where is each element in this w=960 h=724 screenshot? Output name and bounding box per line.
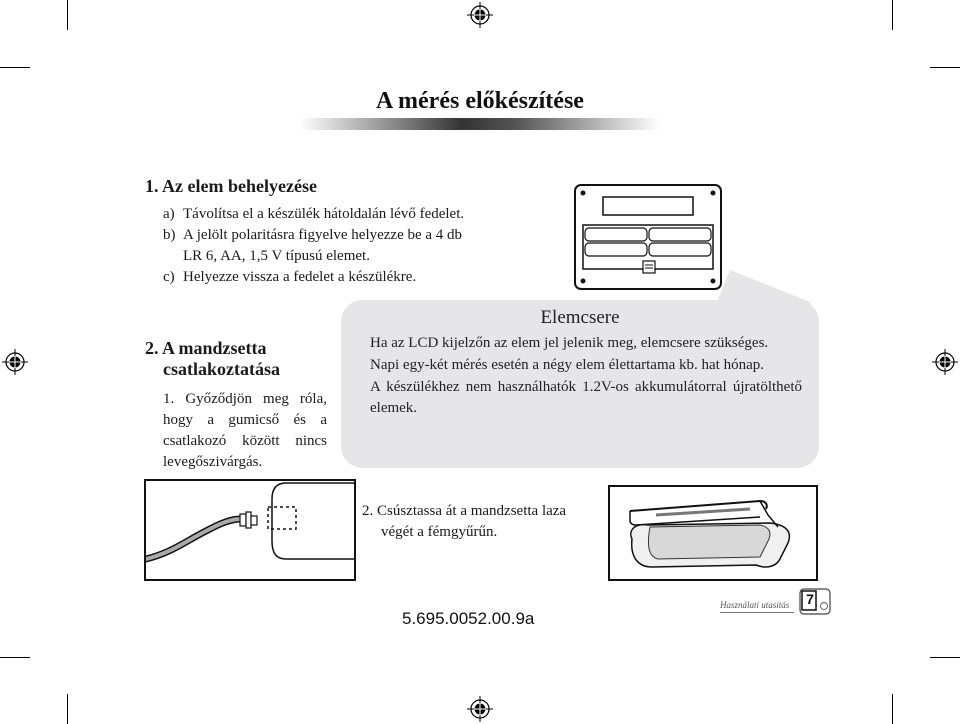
tube-connector-drawing xyxy=(146,481,354,579)
crop-mark xyxy=(0,657,30,658)
step-line: 1. Győződjön meg róla, xyxy=(163,391,327,407)
manual-underline xyxy=(720,612,794,613)
section-1-item-b xyxy=(163,225,462,246)
section-2-step-1 xyxy=(163,389,327,473)
section-1-item-a xyxy=(163,204,464,225)
registration-mark-icon xyxy=(467,696,493,722)
crop-mark xyxy=(892,694,893,724)
manual-label: Használati utasítás xyxy=(720,600,790,610)
step-line: 2. Csúsztassa át a mandzsetta laza xyxy=(362,503,567,519)
item-label: c) xyxy=(163,269,175,285)
item-label: a) xyxy=(163,206,175,222)
page-title: A mérés előkészítése xyxy=(376,88,584,114)
section-1-item-b-cont xyxy=(163,246,370,267)
section-2-heading-line1: 2. A mandzsetta xyxy=(145,338,267,358)
page-number-badge xyxy=(799,588,833,616)
section-1-heading: 1. Az elem behelyezése xyxy=(145,176,317,196)
tube-connection-illustration xyxy=(144,479,356,581)
crop-mark xyxy=(0,67,30,68)
cuff-ring-illustration xyxy=(608,485,818,581)
step-line: hogy a gumicső és a xyxy=(163,412,327,428)
section-2-step-2 xyxy=(362,501,566,543)
item-label: b) xyxy=(163,227,176,243)
crop-mark xyxy=(67,0,68,30)
crop-mark xyxy=(930,657,960,658)
document-code: 5.695.0052.00.9a xyxy=(402,609,535,628)
bubble-paragraph: Ha az LCD kijelzőn az elem jel jelenik meg, elemcsere szükséges. xyxy=(370,335,769,351)
item-text: A jelölt polaritásra figyelve helyezze be a 4 db xyxy=(183,227,463,243)
crop-mark xyxy=(892,0,893,30)
bubble-text xyxy=(370,333,802,420)
registration-mark-icon xyxy=(2,349,28,375)
section-1-item-c xyxy=(163,267,416,288)
step-line: végét a fémgyűrűn. xyxy=(381,524,498,540)
bubble-paragraph: A készülékhez nem használhatók 1.2V-os akkumulátorral újratölthető elemek. xyxy=(370,378,802,417)
item-text: Távolítsa el a készülék hátoldalán lévő fedelet. xyxy=(183,206,465,222)
item-text: Helyezze vissza a fedelet a készülékre. xyxy=(183,269,417,285)
registration-mark-icon xyxy=(932,349,958,375)
item-text: LR 6, AA, 1,5 V típusú elemet. xyxy=(183,248,370,264)
step-line: levegőszivárgás. xyxy=(163,454,263,470)
page-number: 7 xyxy=(806,591,814,607)
title-underline-bar xyxy=(300,118,660,130)
registration-mark-icon xyxy=(467,2,493,28)
step-line: csatlakozó között nincs xyxy=(163,433,327,449)
cuff-drawing xyxy=(610,487,816,579)
crop-mark xyxy=(930,67,960,68)
section-2-heading-line2: csatlakoztatása xyxy=(163,359,280,379)
bubble-title: Elemcsere xyxy=(540,307,620,328)
crop-mark xyxy=(67,694,68,724)
bubble-paragraph: Napi egy-két mérés esetén a négy elem élettartama kb. hat hónap. xyxy=(370,356,764,373)
